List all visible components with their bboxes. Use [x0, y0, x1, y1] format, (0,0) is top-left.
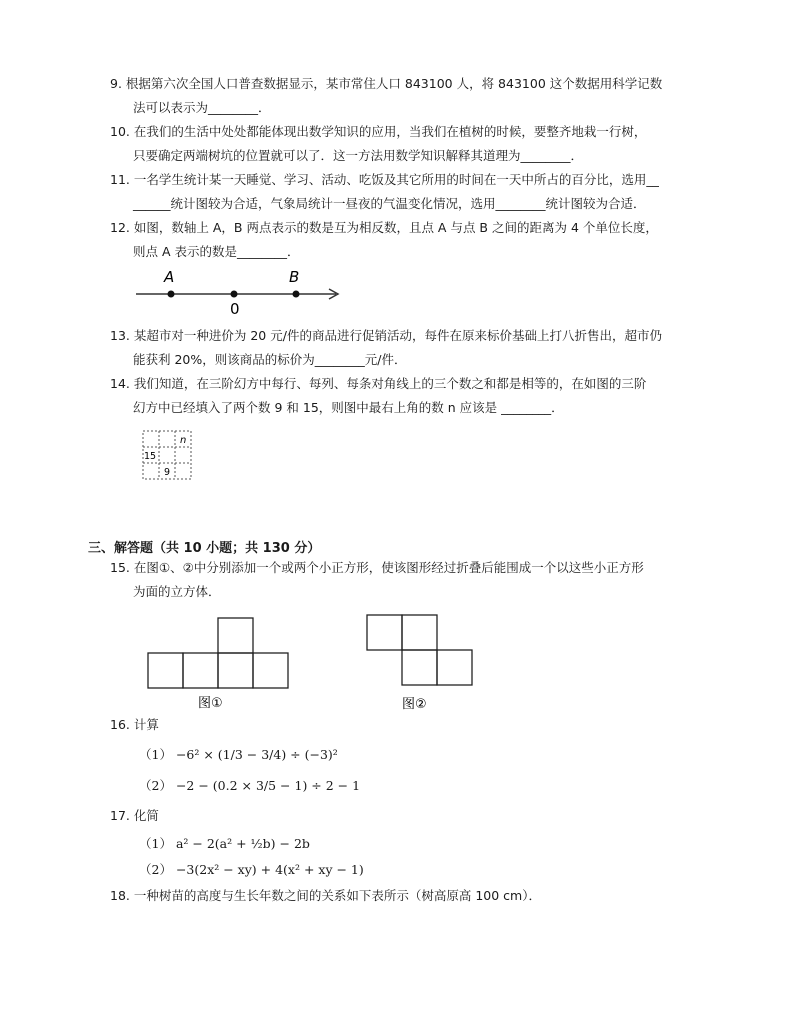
question-9 — [110, 72, 662, 96]
part-label: （2） — [139, 778, 172, 793]
question-17 — [110, 804, 159, 828]
question-text: 一名学生统计某一天睡觉、学习、活动、吃饭及其它所用的时间在一天中所占的百分比，选用__ — [133, 172, 659, 187]
question-10 — [110, 120, 646, 144]
question-14-line2: 幻方中已经填入了两个数 9 和 15，则图中最右上角的数 n 应该是 ________． — [133, 400, 564, 415]
question-14 — [110, 372, 646, 396]
cell-n: n — [180, 435, 187, 446]
number-line-figure — [130, 264, 350, 320]
point-a — [168, 291, 175, 298]
question-15-line2: 为面的立方体． — [133, 584, 221, 599]
expression: a² − 2(a² + ½b) − 2b — [175, 836, 310, 851]
cell-15: 15 — [144, 451, 157, 462]
part-label: （1） — [139, 836, 172, 851]
question-11-line2: ______统计图较为合适，气象局统计一昼夜的气温变化情况，选用________统计图较为合适． — [133, 196, 646, 211]
figure-1-label: 图① — [198, 696, 223, 711]
question-16 — [110, 713, 159, 737]
question-number: 12. — [110, 220, 130, 235]
question-number: 11. — [110, 172, 130, 187]
question-16-part-1 — [139, 745, 338, 763]
point-b — [293, 291, 300, 298]
question-title: 计算 — [133, 717, 159, 732]
question-text: 在图①、②中分别添加一个或两个小正方形，使该图形经过折叠后能围成一个以这些小正方形 — [133, 560, 644, 575]
question-12 — [110, 216, 658, 240]
cube-net-figure-1 — [146, 615, 292, 715]
label-zero: 0 — [230, 300, 240, 318]
question-10-line2: 只要确定两端树坑的位置就可以了．这一方法用数学知识解释其道理为________． — [133, 148, 584, 163]
question-title: 化简 — [133, 808, 159, 823]
question-15 — [110, 556, 644, 580]
question-11 — [110, 168, 659, 192]
question-number: 17. — [110, 808, 130, 823]
question-16-part-2 — [139, 776, 360, 794]
question-text: 在我们的生活中处处都能体现出数学知识的应用，当我们在植树的时候，要整齐地栽一行树， — [133, 124, 647, 139]
question-text: 一种树苗的高度与生长年数之间的关系如下表所示（树高原高 100 cm）． — [133, 888, 541, 903]
question-number: 10. — [110, 124, 130, 139]
question-17-part-1 — [139, 834, 310, 852]
question-number: 14. — [110, 376, 130, 391]
label-b: B — [289, 268, 300, 286]
part-label: （2） — [139, 862, 172, 877]
cube-net-figure-2 — [364, 612, 474, 712]
expression: −3(2x² − xy) + 4(x² + xy − 1) — [175, 862, 364, 877]
question-text: 如图，数轴上 A，B 两点表示的数是互为相反数，且点 A 与点 B 之间的距离为 4 个单位长度， — [133, 220, 658, 235]
question-13-line2: 能获利 20%，则该商品的标价为________元/件． — [133, 352, 407, 367]
question-13 — [110, 324, 662, 348]
question-17-part-2 — [139, 860, 364, 878]
question-number: 15. — [110, 560, 130, 575]
figure-2-label: 图② — [402, 697, 427, 712]
question-text: 某超市对一种进价为 20 元/件的商品进行促销活动，每件在原来标价基础上打八折售出，超市仍 — [133, 328, 662, 343]
question-12-line2: 则点 A 表示的数是________． — [133, 244, 300, 259]
expression: −6² × (1/3 − 3/4) ÷ (−3)² — [175, 747, 338, 762]
question-18 — [110, 884, 541, 908]
question-9-line2: 法可以表示为________． — [133, 100, 271, 115]
question-number: 18. — [110, 888, 130, 903]
expression: −2 − (0.2 × 3/5 − 1) ÷ 2 − 1 — [175, 778, 361, 793]
label-a: A — [164, 268, 175, 286]
question-number: 9. — [110, 76, 122, 91]
magic-square-figure — [142, 430, 194, 482]
part-label: （1） — [139, 747, 172, 762]
section-heading: 三、解答题（共 10 小题；共 130 分） — [88, 541, 321, 556]
question-text: 根据第六次全国人口普查数据显示，某市常住人口 843100 人，将 843100 这个数据用科学记数 — [125, 76, 663, 91]
question-number: 16. — [110, 717, 130, 732]
cell-9: 9 — [164, 467, 171, 478]
question-text: 我们知道，在三阶幻方中每行、每列、每条对角线上的三个数之和都是相等的，在如图的三阶 — [133, 376, 647, 391]
point-origin — [231, 291, 238, 298]
question-number: 13. — [110, 328, 130, 343]
